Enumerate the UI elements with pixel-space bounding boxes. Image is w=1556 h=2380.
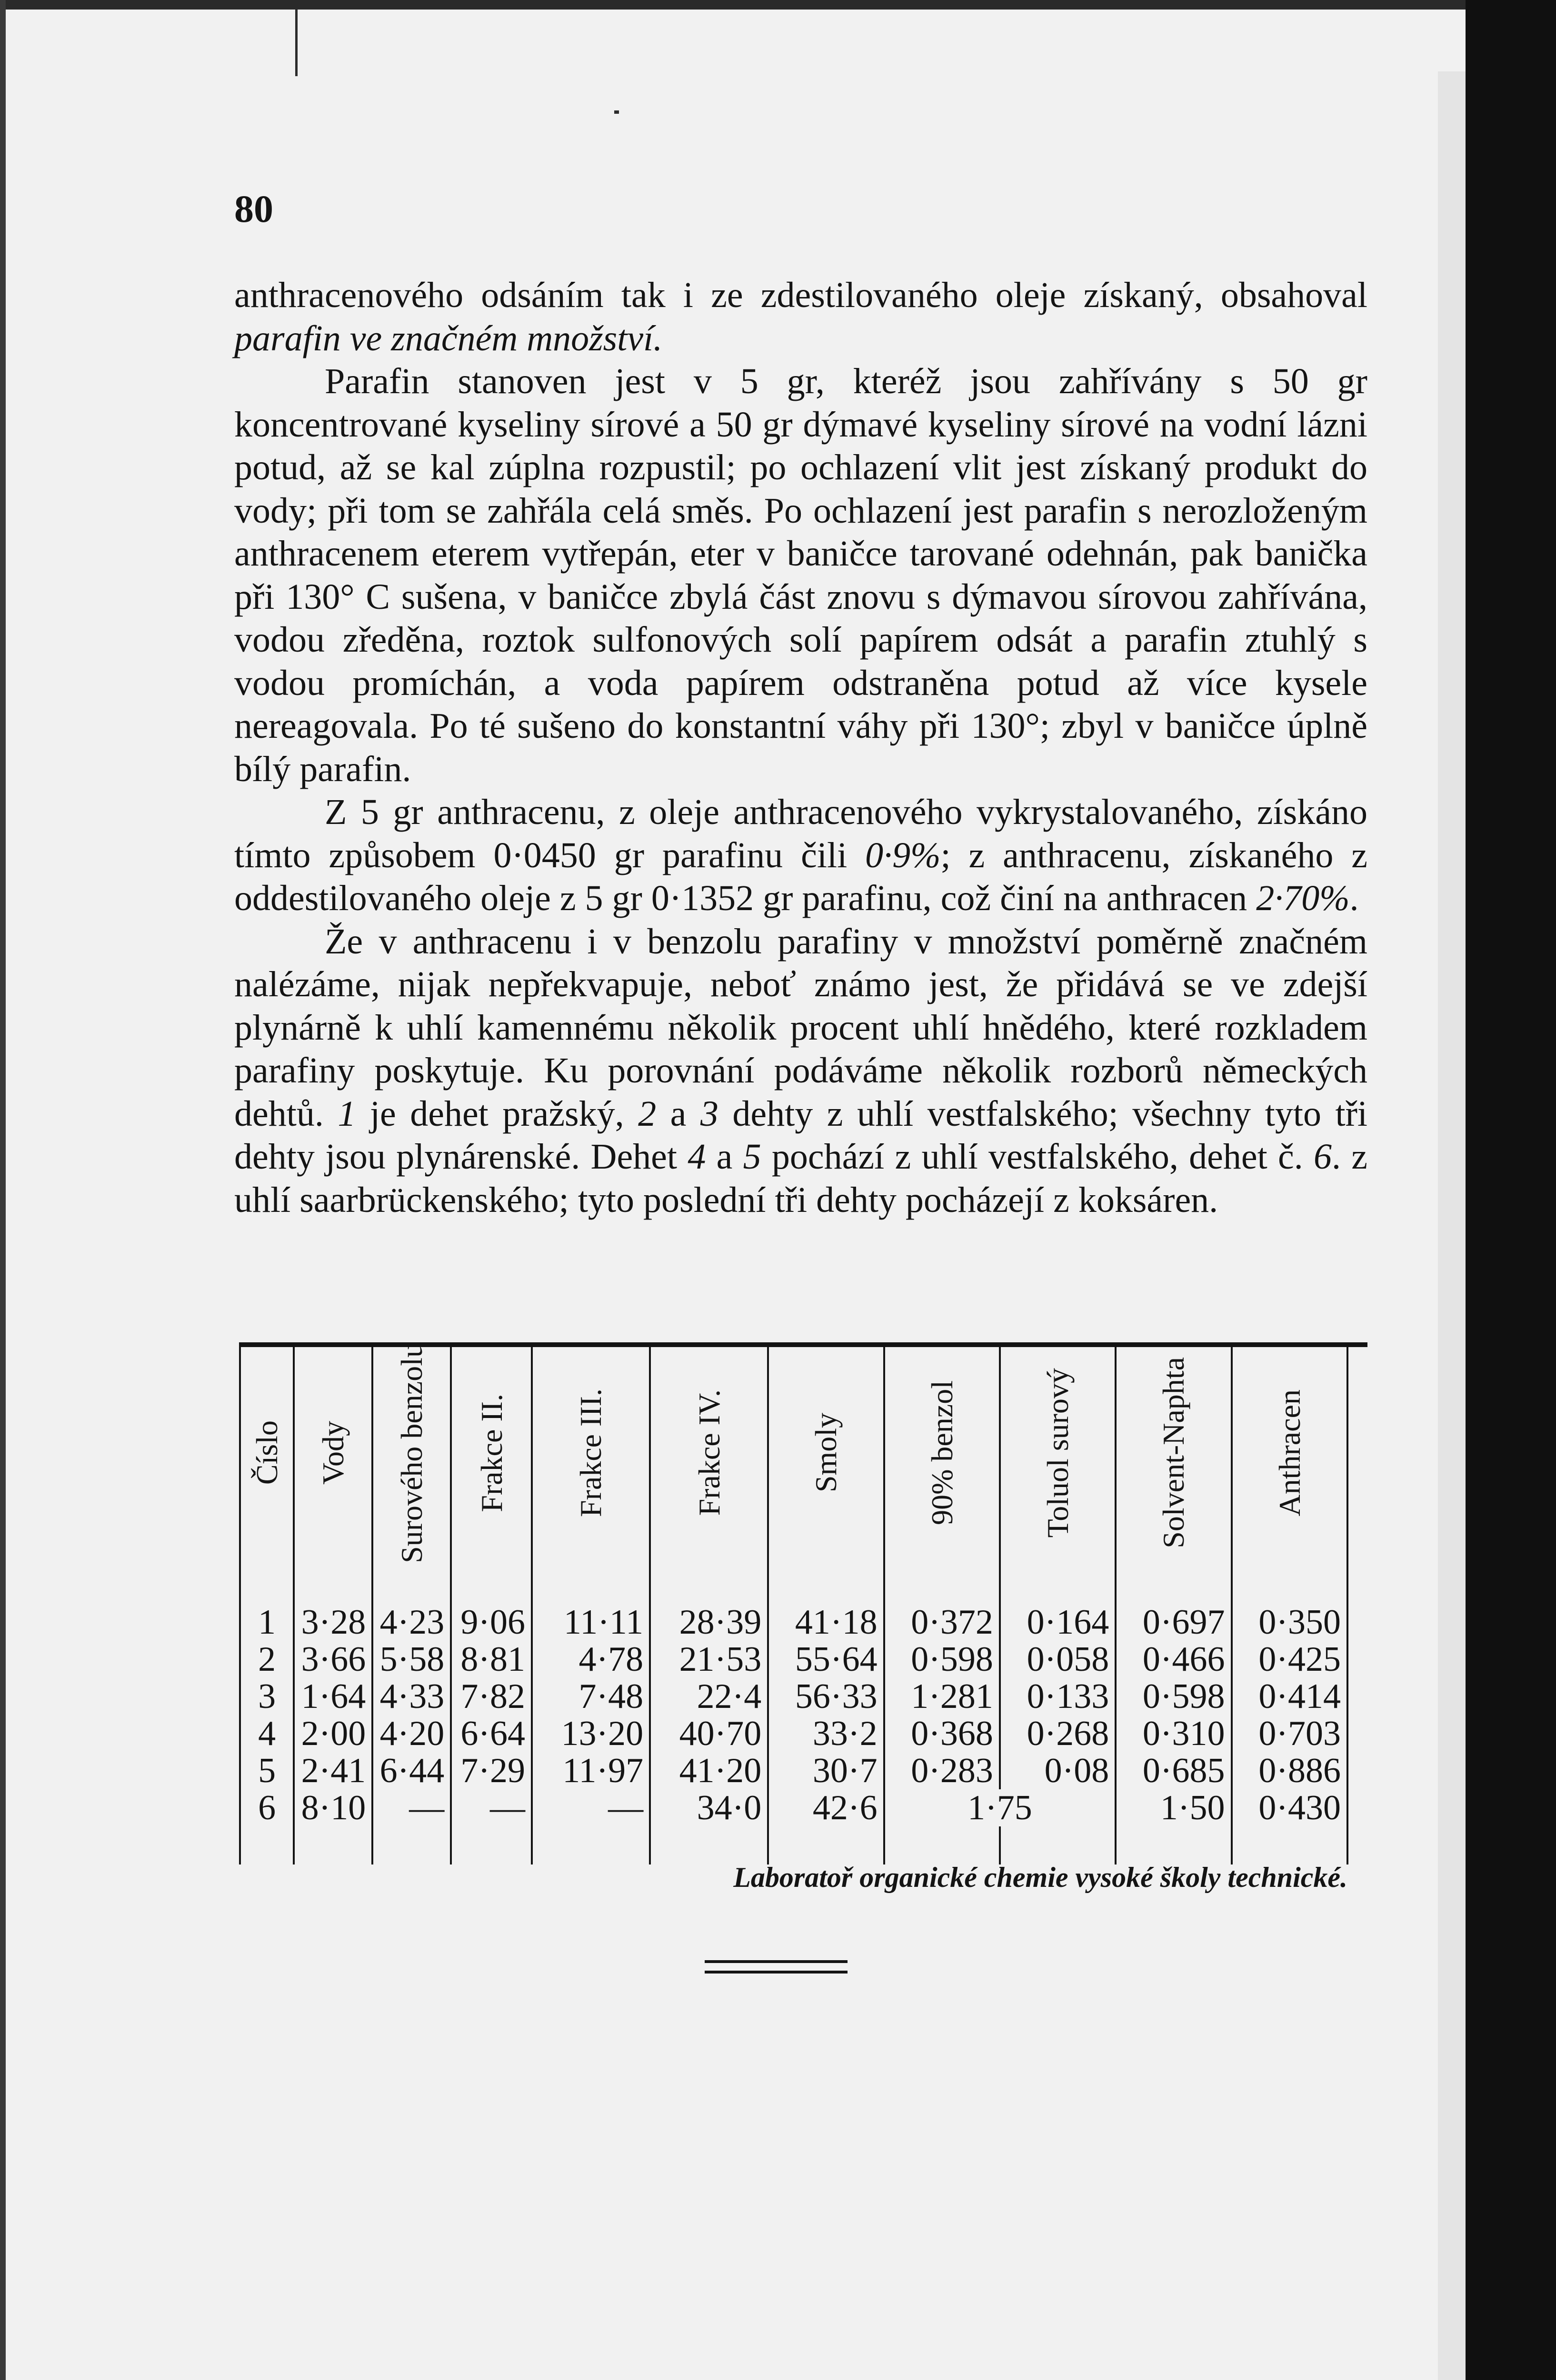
row-number: 5 xyxy=(240,1752,294,1789)
table-cell: 0·414 xyxy=(1232,1678,1347,1715)
table-cell: 0·697 xyxy=(1116,1604,1231,1641)
scan-mark xyxy=(614,110,619,114)
text-run: Že v anthracenu i v benzolu parafiny v množství poměrně značném nalézáme, nijak nepřekvapuje, neboť známo jest, že přidává se ve zdejší plynárně k uhlí kamennému několik procent uhlí hnědého, které rozkladem parafiny poskytuje. Ku porovnání podáváme několik rozborů německých dehtů. xyxy=(234,921,1367,1134)
page-number: 80 xyxy=(234,187,273,230)
column-header-label: Frakce II. xyxy=(474,1393,509,1512)
table-cell: 6·64 xyxy=(451,1715,532,1752)
table-cell: 0·164 xyxy=(1000,1604,1116,1641)
table-cell: 34·0 xyxy=(650,1789,768,1826)
table-cell: 21·53 xyxy=(650,1641,768,1678)
paragraph xyxy=(234,274,1367,360)
column-header-label: Frakce III. xyxy=(574,1388,608,1517)
table-cell: 4·33 xyxy=(372,1678,451,1715)
text-run: ; z anthracenu, získaného z oddestilovaného oleje z 5 gr 0·1352 gr parafinu, což činí na anthracen xyxy=(234,835,1367,918)
table-cell: 41·20 xyxy=(650,1752,768,1789)
end-rule xyxy=(705,1960,848,1963)
text-run: pochází z uhlí vestfalského, dehet č. xyxy=(761,1137,1314,1177)
body-text xyxy=(234,274,1367,1221)
row-number: 2 xyxy=(240,1641,294,1678)
table-cell: 5·58 xyxy=(372,1641,451,1678)
column-header-label: Surového benzolu xyxy=(395,1342,429,1563)
table-cell: — xyxy=(532,1789,650,1826)
text-run: 5 xyxy=(743,1137,761,1177)
table-header-row xyxy=(240,1342,1347,1566)
table-cell: 1·281 xyxy=(884,1678,1000,1715)
table-cell: 28·39 xyxy=(650,1604,768,1641)
text-run: a xyxy=(706,1137,743,1177)
table-cell: 0·703 xyxy=(1232,1715,1347,1752)
column-header xyxy=(451,1342,532,1566)
table-cell: 33·2 xyxy=(768,1715,884,1752)
table-cell: 22·4 xyxy=(650,1678,768,1715)
table-cell: 1·50 xyxy=(1116,1789,1231,1826)
table-cell: 2·41 xyxy=(294,1752,372,1789)
table-cell: 9·06 xyxy=(451,1604,532,1641)
table-cell: 7·29 xyxy=(451,1752,532,1789)
text-run: anthracenového odsáním tak i ze zdestilovaného oleje získaný, obsahoval xyxy=(234,275,1367,315)
column-header xyxy=(1232,1342,1347,1566)
text-run: je dehet pražský, xyxy=(356,1093,638,1134)
text-run: dehty z uhlí vestfalského; všechny tyto tři dehty jsou plynárenské. Dehet xyxy=(234,1093,1367,1177)
table-cell: 0·268 xyxy=(1000,1715,1116,1752)
scan-edge-left xyxy=(0,0,6,2380)
text-run: Z 5 gr anthracenu, z oleje anthracenového vykrystalovaného, získáno tímto způsobem 0·0450 gr parafinu čili xyxy=(234,792,1367,875)
table-cell: 7·48 xyxy=(532,1678,650,1715)
table-cell: 0·430 xyxy=(1232,1789,1347,1826)
text-run: 6 xyxy=(1314,1137,1332,1177)
table-footer-credit: Laboratoř organické chemie vysoké školy technické. xyxy=(733,1862,1347,1893)
table-cell: 0·283 xyxy=(884,1752,1000,1789)
tar-analysis-table xyxy=(239,1342,1348,1864)
table-row xyxy=(240,1604,1347,1641)
table-cell: 0·372 xyxy=(884,1604,1000,1641)
table-cell: 0·598 xyxy=(1116,1678,1231,1715)
column-header xyxy=(294,1342,372,1566)
table-cell: 2·00 xyxy=(294,1715,372,1752)
table-row xyxy=(240,1752,1347,1789)
column-header xyxy=(372,1342,451,1566)
column-header-label: Smoly xyxy=(809,1413,843,1493)
table-cell: 8·81 xyxy=(451,1641,532,1678)
paragraph xyxy=(234,791,1367,920)
column-header-label: Anthracen xyxy=(1272,1389,1307,1517)
table-cell: 11·11 xyxy=(532,1604,650,1641)
paragraph xyxy=(234,360,1367,791)
column-header-label: Vody xyxy=(316,1420,350,1485)
table-cell: 6·44 xyxy=(372,1752,451,1789)
table-cell: 1·64 xyxy=(294,1678,372,1715)
table-cell: 13·20 xyxy=(532,1715,650,1752)
table-cell: 1·75 xyxy=(884,1789,1116,1826)
scan-bleed-through xyxy=(1438,71,1466,2380)
column-header xyxy=(1000,1342,1116,1566)
table-cell: 0·058 xyxy=(1000,1641,1116,1678)
table-cell: 55·64 xyxy=(768,1641,884,1678)
column-header xyxy=(532,1342,650,1566)
column-header-label: Toluol surový xyxy=(1040,1368,1075,1538)
scan-mark xyxy=(295,10,298,76)
table-spacer-row xyxy=(240,1826,1347,1864)
table-cell: 3·66 xyxy=(294,1641,372,1678)
text-run: parafin ve značném množství. xyxy=(234,318,663,358)
text-run: 0·9% xyxy=(865,835,941,875)
table-row xyxy=(240,1715,1347,1752)
table-cell: 0·466 xyxy=(1116,1641,1231,1678)
table-cell: 0·310 xyxy=(1116,1715,1231,1752)
table-cell: 0·133 xyxy=(1000,1678,1116,1715)
text-run: 1 xyxy=(338,1093,356,1134)
table-cell: 8·10 xyxy=(294,1789,372,1826)
column-header-label: 90% benzol xyxy=(925,1380,959,1525)
text-run: a xyxy=(656,1093,700,1134)
text-run: 2·70% xyxy=(1256,878,1350,918)
table-cell: 0·685 xyxy=(1116,1752,1231,1789)
row-number: 1 xyxy=(240,1604,294,1641)
paragraph xyxy=(234,920,1367,1222)
column-header xyxy=(650,1342,768,1566)
column-header-label: Číslo xyxy=(250,1420,284,1485)
table-cell: 3·28 xyxy=(294,1604,372,1641)
table-cell: 4·20 xyxy=(372,1715,451,1752)
table-cell: 4·23 xyxy=(372,1604,451,1641)
text-run: Parafin stanoven jest v 5 gr, kteréž jsou zahřívány s 50 gr koncentrované kyseliny sírové a 50 gr dýmavé kyseliny sírové na vodní lázni potud, až se kal zúplna rozpustil; po ochlazení vlit jest získaný produkt do vody; při tom se zahřála celá směs. Po ochlazení jest parafin s nerozloženým anthracenem eterem vytřepán, eter v baničce tarované odehnán, pak banička při 130° C sušena, v baničce zbylá část znovu s dýmavou sírovou zahřívána, vodou zředěna, roztok sulfonových solí papírem odsát a parafin ztuhlý s vodou promíchán, a voda papírem odstraněna potud až více kysele nereagovala. Po té sušeno do konstantní váhy při 130°; zbyl v baničce úplně bílý parafin. xyxy=(234,361,1367,789)
table-row xyxy=(240,1641,1347,1678)
column-header-label: Frakce IV. xyxy=(692,1389,726,1516)
table-spacer-row xyxy=(240,1566,1347,1604)
text-run: 4 xyxy=(688,1137,706,1177)
text-run: . z uhlí saarbrückenského; tyto poslední tři dehty pocházejí z koksáren. xyxy=(234,1137,1368,1220)
table-cell: 42·6 xyxy=(768,1789,884,1826)
row-number: 3 xyxy=(240,1678,294,1715)
scan-edge-right xyxy=(1466,0,1556,2380)
text-run: . xyxy=(1349,878,1359,918)
table-cell: — xyxy=(372,1789,451,1826)
column-header xyxy=(1116,1342,1231,1566)
table-cell: 11·97 xyxy=(532,1752,650,1789)
table-row xyxy=(240,1789,1347,1826)
table-cell: 30·7 xyxy=(768,1752,884,1789)
table-cell: 0·425 xyxy=(1232,1641,1347,1678)
text-run: 3 xyxy=(700,1093,718,1134)
column-header xyxy=(240,1342,294,1566)
table-cell: 0·08 xyxy=(1000,1752,1116,1789)
column-header-label: Solvent-Naphta xyxy=(1157,1357,1191,1548)
row-number: 6 xyxy=(240,1789,294,1826)
column-header xyxy=(884,1342,1000,1566)
table-cell: 7·82 xyxy=(451,1678,532,1715)
table-cell: 0·598 xyxy=(884,1641,1000,1678)
table-cell: 40·70 xyxy=(650,1715,768,1752)
table-cell: 41·18 xyxy=(768,1604,884,1641)
table-cell: 0·350 xyxy=(1232,1604,1347,1641)
column-header xyxy=(768,1342,884,1566)
table-cell: 56·33 xyxy=(768,1678,884,1715)
text-run: 2 xyxy=(638,1093,657,1134)
table-row xyxy=(240,1678,1347,1715)
table-cell: 0·368 xyxy=(884,1715,1000,1752)
row-number: 4 xyxy=(240,1715,294,1752)
end-rule xyxy=(705,1971,848,1973)
table-cell: 4·78 xyxy=(532,1641,650,1678)
table-cell: 0·886 xyxy=(1232,1752,1347,1789)
table-cell: — xyxy=(451,1789,532,1826)
scan-edge-top xyxy=(0,0,1556,10)
